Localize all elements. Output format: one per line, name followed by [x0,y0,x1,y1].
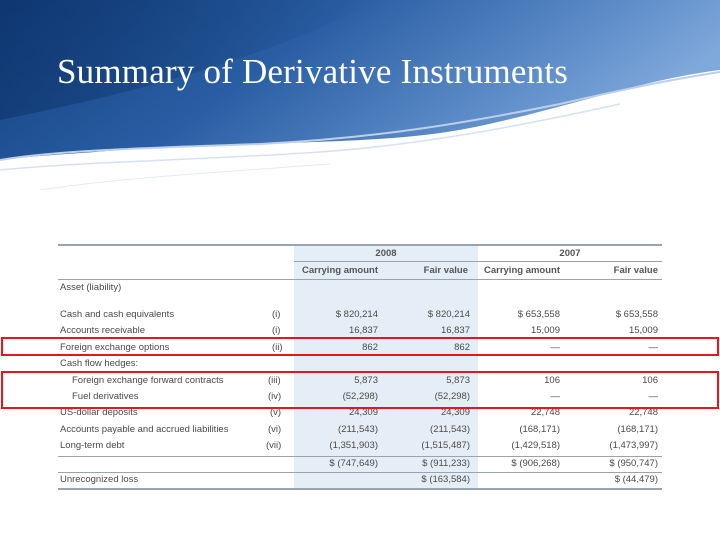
total-cell: $ (950,747) [609,458,658,469]
total-cell: $ (911,233) [422,458,470,469]
row-label: Foreign exchange forward contracts [72,375,224,386]
cell: 5,873 [446,375,470,386]
cell: (1,473,997) [609,440,658,451]
col-2008-carrying: Carrying amount [301,265,378,276]
cell: (52,298) [434,391,470,402]
cell: (1,351,903) [329,440,378,451]
row-label: Cash flow hedges: [60,358,139,369]
cell: (168,171) [617,424,658,435]
row-label: Fuel derivatives [72,391,139,402]
row-note: (i) [272,325,281,336]
cell: — [550,391,560,402]
derivatives-table [58,244,662,490]
cell: 24,309 [348,407,378,418]
row-label: US-dollar deposits [60,407,138,418]
cell: (1,429,518) [511,440,560,451]
row-note: (vii) [266,440,282,451]
shade-2008 [294,244,478,490]
cell: 24,309 [440,407,470,418]
cell: $ 820,214 [335,309,378,320]
cell: — [648,342,658,353]
col-2007-carrying: Carrying amount [483,265,560,276]
cell: 22,748 [530,407,560,418]
cell: 106 [642,375,658,386]
cell: $ (163,584) [421,474,470,485]
cell: 106 [544,375,560,386]
cell: (52,298) [342,391,378,402]
row-note: (vi) [268,424,282,435]
cell: (211,543) [338,424,378,435]
row-note: (v) [270,407,282,418]
year-2007: 2007 [559,248,581,259]
cell: $ (44,479) [614,474,658,485]
cell: 15,009 [628,325,658,336]
cell: 16,837 [348,325,378,336]
cell: (1,515,487) [421,440,470,451]
cell: $ 653,558 [517,309,560,320]
row-label: Foreign exchange options [60,342,170,353]
section-label: Asset (liability) [60,282,122,293]
slide-title: Summary of Derivative Instruments [57,52,569,91]
cell: 5,873 [354,375,378,386]
highlight-cash-flow-hedges [1,371,719,409]
cell: — [648,391,658,402]
row-label: Accounts receivable [60,325,146,336]
total-cell: $ (906,268) [511,458,560,469]
cell: 16,837 [440,325,470,336]
cell: 15,009 [530,325,560,336]
cell: 862 [362,342,378,353]
col-2008-fair: Fair value [423,265,468,276]
row-label: Cash and cash equivalents [60,309,175,320]
cell: 862 [454,342,470,353]
cell: $ 653,558 [615,309,658,320]
cell: (168,171) [519,424,560,435]
cell: 22,748 [628,407,658,418]
total-cell: $ (747,649) [329,458,378,469]
highlight-fx-options [1,337,719,356]
row-label: Unrecognized loss [60,474,139,485]
col-2007-fair: Fair value [613,265,658,276]
row-note: (i) [272,309,281,320]
row-label: Long-term debt [60,440,125,451]
cell: — [550,342,560,353]
row-note: (ii) [272,342,283,353]
row-note: (iv) [268,391,282,402]
row-note: (iii) [268,375,281,386]
row-label: Accounts payable and accrued liabilities [60,424,229,435]
cell: $ 820,214 [427,309,470,320]
header-band [0,0,720,190]
year-2008: 2008 [375,248,397,259]
cell: (211,543) [430,424,470,435]
